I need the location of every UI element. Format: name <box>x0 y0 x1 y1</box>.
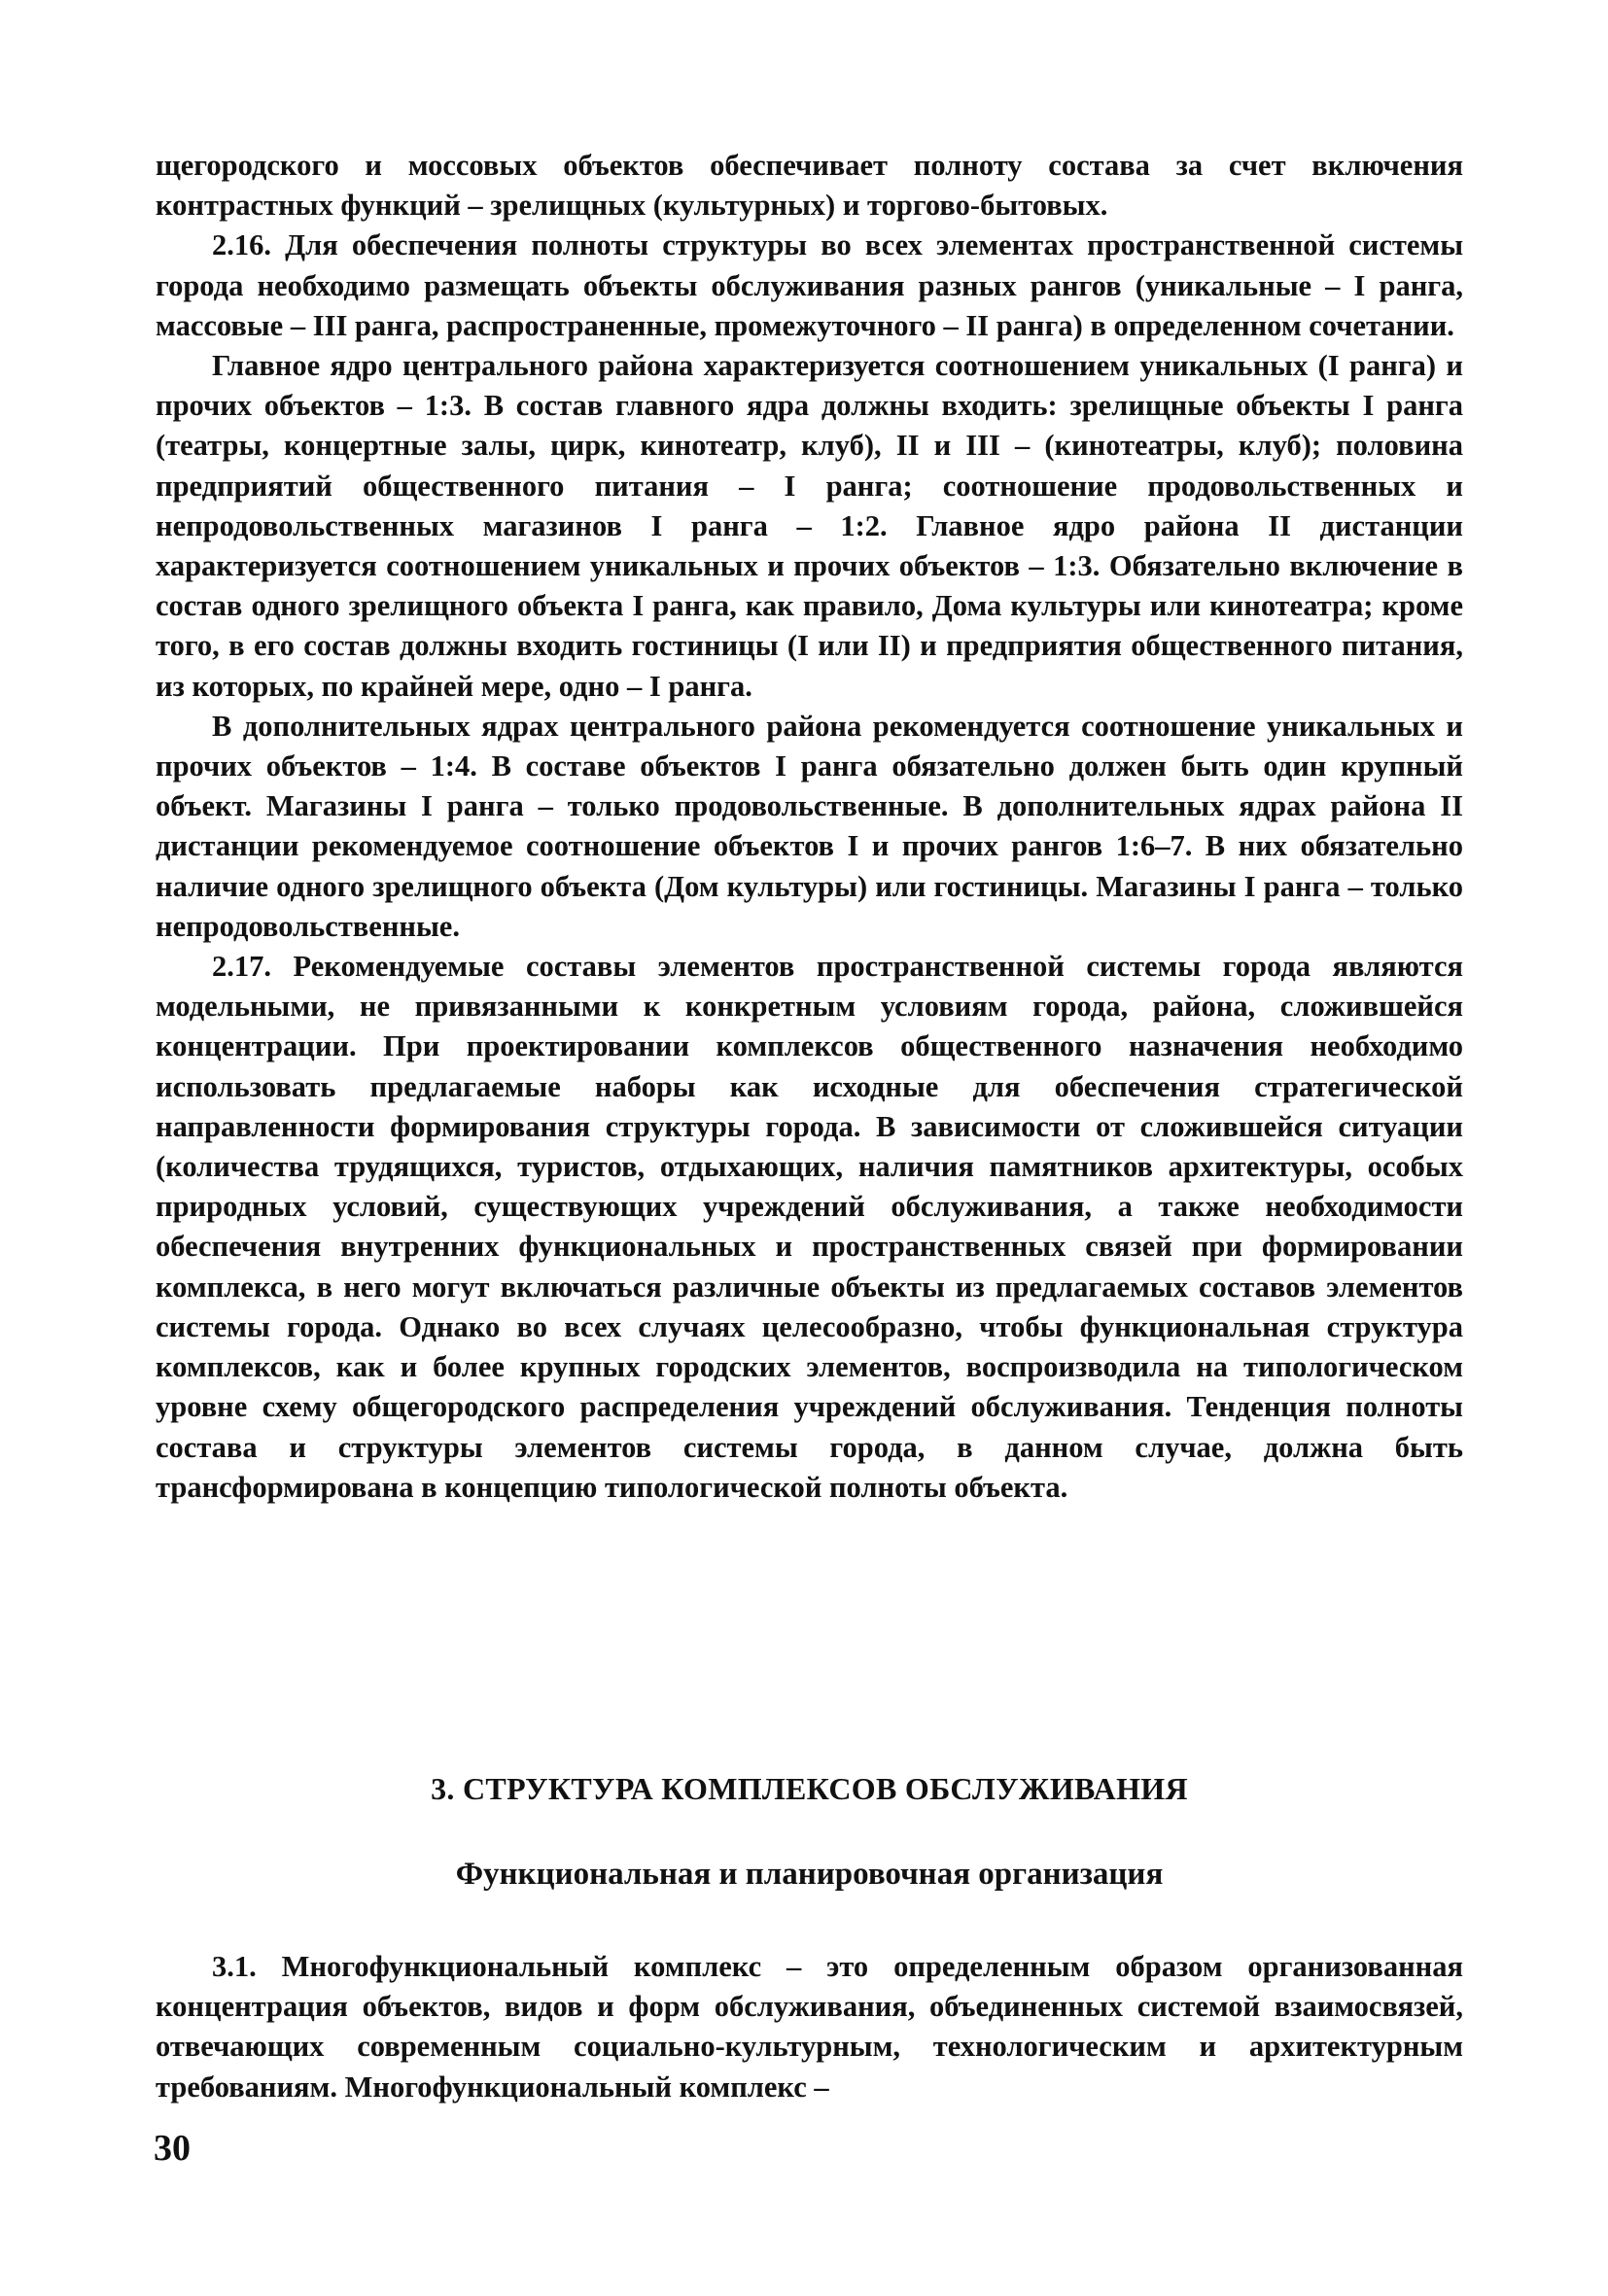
paragraph-number-2-16: 2.16. <box>212 228 271 262</box>
paragraph-2-16-text: Для обеспечения полноты структуры во всех элементах пространственной системы города необходимо размещать объекты обслуживания разных рангов (уникальные – I ранга, массовые – III ранга, распространенные, промежуточного – II ранга) в определенном сочетании. <box>156 228 1464 342</box>
paragraph-2-17 <box>156 947 1463 1508</box>
paragraph-additional-cores: В дополнительных ядрах центрального района рекомендуется соотношение уникальных и прочих объектов – 1:4. В составе объектов I ранга обязательно должен быть один крупный объект. Магазины I ранга – только продовольственные. В дополнительных ядрах района II дистанции рекомендуемое соотношение объектов I и прочих рангов 1:6–7. В них обязательно наличие одного зрелищного объекта (Дом культуры) или гостиницы. Магазины I ранга – только непродовольственные. <box>156 709 1463 943</box>
section-3-text <box>156 1947 1463 2107</box>
subsection-heading: Функциональная и планировочная организация <box>455 1857 1164 1892</box>
section-heading: 3. СТРУКТУРА КОМПЛЕКСОВ ОБСЛУЖИВАНИЯ <box>431 1771 1188 1806</box>
body-text <box>156 146 1463 1508</box>
paragraph-number-2-17: 2.17. <box>212 950 271 984</box>
paragraph-2-16 <box>156 226 1463 346</box>
paragraph-3-1-text: Многофункциональный комплекс – это определенным образом организованная концентрация объектов, видов и форм обслуживания, объединенных системой взаимосвязей, отвечающих современным социально-культурным, технологическим и архитектурным требованиям. Многофункциональный комплекс – <box>156 1950 1464 2104</box>
page-number: 30 <box>154 2128 191 2169</box>
paragraph-number-3-1: 3.1. <box>212 1950 257 1983</box>
paragraph-2-17-text: Рекомендуемые составы элементов пространственной системы города являются модельными, не привязанными к конкретным условиям города, района, сложившейся концентрации. При проектировании комплексов общественного назначения необходимо использовать предлагаемые наборы как исходные для обеспечения стратегической направленности формирования структуры города. В зависимости от сложившейся ситуации (количества трудящихся, туристов, отдыхающих, наличия памятников архитектуры, особых природных условий, существующих учреждений обслуживания, а также необходимости обеспечения внутренних функциональных и пространственных связей при формировании комплекса, в него могут включаться различные объекты из предлагаемых составов элементов системы города. Однако во всех случаях целесообразно, чтобы функциональная структура комплексов, как и более крупных городских элементов, воспроизводила на типологическом уровне схему общегородского распределения учреждений обслуживания. Тенденция полноты состава и структуры элементов системы города, в данном случае, должна быть трансформирована в концепцию типологической полноты объекта. <box>156 950 1464 1504</box>
paragraph-intro: щегородского и моссовых объектов обеспечивает полноту состава за счет включения контрастных функций – зрелищных (культурных) и торгово-бытовых. <box>156 149 1463 223</box>
paragraph-3-1 <box>156 1947 1463 2107</box>
paragraph-main-core: Главное ядро центрального района характеризуется соотношением уникальных (I ранга) и прочих объектов – 1:3. В состав главного ядра должны входить: зрелищные объекты I ранга (театры, концертные залы, цирк, кинотеатр, клуб), II и III – (кинотеатры, клуб); половина предприятий общественного питания – I ранга; соотношение продовольственных и непродовольственных магазинов I ранга – 1:2. Главное ядро района II дистанции характеризуется соотношением уникальных и прочих объектов – 1:3. Обязательно включение в состав одного зрелищного объекта I ранга, как правило, Дома культуры или кинотеатра; кроме того, в его состав должны входить гостиницы (I или II) и предприятия общественного питания, из которых, по крайней мере, одно – I ранга. <box>156 349 1463 703</box>
